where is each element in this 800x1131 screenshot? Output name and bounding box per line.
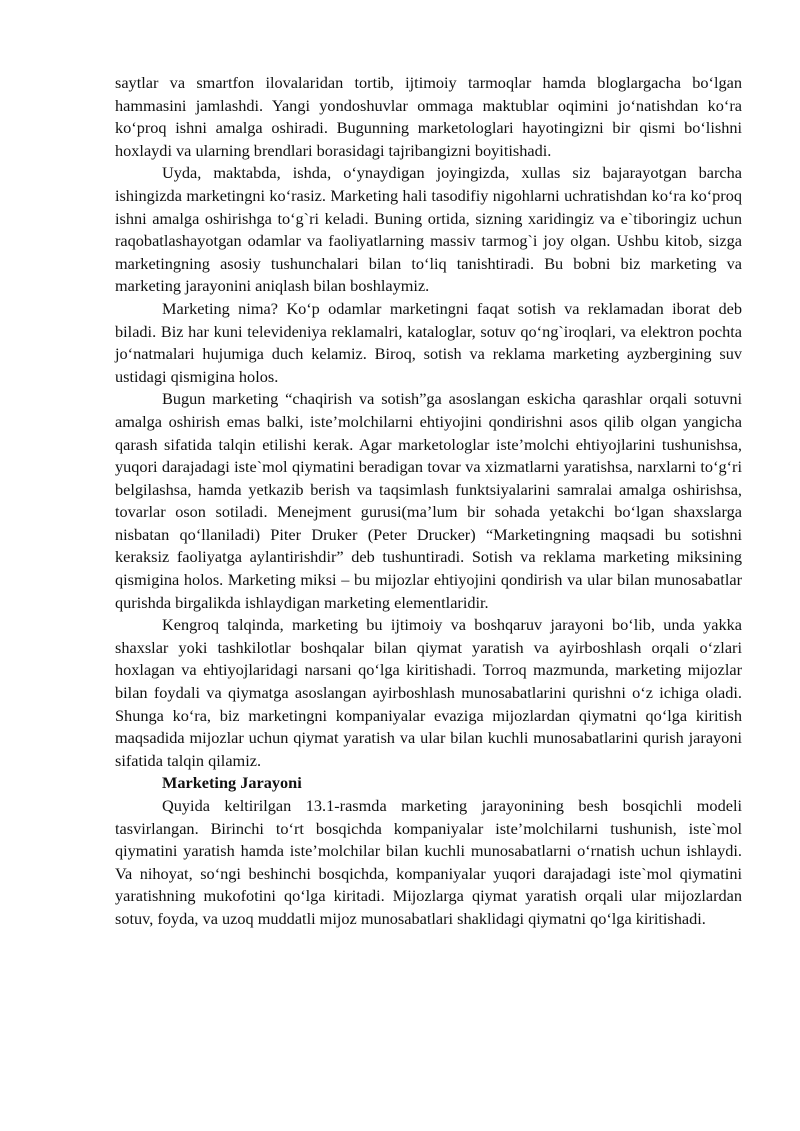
paragraph-what-is-marketing: Marketing nima? Ko‘p odamlar marketingni faqat sotish va reklamadan iborat deb biladi. Biz har kuni televideniya reklamalri, kataloglar, sotuv qo‘ng`iroqlari, va elektron pochta jo‘natmalari hujumiga duch kelamiz. Biroq, sotish va reklama marketing ayzbergining suv ustidagi qismigina holos.	[115, 298, 742, 386]
document-page	[115, 72, 742, 931]
paragraph-broad-definition: Kengroq talqinda, marketing bu ijtimoiy va boshqaruv jarayoni bo‘lib, unda yakka shaxslar yoki tashkilotlar boshqalar bilan qiymat yaratish va ayirboshlash orqali o‘zlari hoxlagan va ehtiyojlaridagi narsani qo‘lga kiritishadi. Torroq mazmunda, marketing mijozlar bilan foydali va qiymatga asoslangan ayirboshlash munosabatlarini qurishni o‘z ichiga oladi. Shunga ko‘ra, biz marketingni kompaniyalar evaziga mijozlardan qiymatni qo‘lga kiritish maqsadida mijozlar uchun qiymat yaratish va ular bilan kuchli munosabatlarini qurish jarayoni sifatida talqin qilamiz.	[115, 615, 742, 770]
paragraph-marketing-everywhere: Uyda, maktabda, ishda, o‘ynaydigan joyingizda, xullas siz bajarayotgan barcha ishingizda marketingni ko‘rasiz. Marketing hali tasodifiy nigohlarni uchratishdan ko‘ra ko‘proq ishni amalga oshirishga to‘g`ri keladi. Buning ortida, sizning xaridingiz va e`tiboringiz uchun raqobatlashayotgan odamlar va faoliyatlarning massiv tarmog`i joy olgan. Ushbu kitob, sizga marketingning asosiy tushunchalari bilan to‘liq tanishtiradi. Bu bobni biz marketing va marketing jarayonini aniqlash bilan boshlaymiz.	[115, 163, 742, 296]
section-heading: Marketing Jarayoni	[162, 773, 302, 793]
paragraph-intro-continuation: saytlar va smartfon ilovalaridan tortib, ijtimoiy tarmoqlar hamda bloglargacha bo‘lgan hammasini jamlashdi. Yangi yondoshuvlar ommaga maktublar oqimini jo‘natishdan ko‘ra ko‘proq ishni amalga oshiradi. Bugunning marketologlari hayotingizni bir qismi bo‘lishni hoxlaydi va ularning brendlari borasidagi tajribangizni boyitishadi.	[115, 73, 742, 160]
paragraph-marketing-today: Bugun marketing “chaqirish va sotish”ga asoslangan eskicha qarashlar orqali sotuvni amalga oshirish emas balki, iste’molchilarni ehtiyojini qondirishni asos qilib olgan yangicha qarash sifatida talqin etilishi kerak. Agar marketologlar iste’molchi ehtiyojlarini tushunishsa, yuqori darajadagi iste`mol qiymatini beradigan tovar va xizmatlarni yaratishsa, narxlarni to‘g‘ri belgilashsa, hamda yetkazib berish va taqsimlash funktsiyalarini samralai amalga oshirishsa, tovarlar oson sotiladi. Menejment gurusi(ma’lum bir sohada yetakchi bo‘lgan shaxslarga nisbatan qo‘llaniladi) Piter Druker (Peter Drucker) “Marketingning maqsadi bu sotishni keraksiz faoliyatga aylantirishdir” deb tushuntiradi. Sotish va reklama marketing miksining qismigina holos. Marketing miksi – bu mijozlar ehtiyojini qondirish va ular bilan munosabatlar qurishda birgalikda ishlaydigan marketing elementlaridir.	[115, 389, 742, 612]
paragraph-marketing-process: Quyida keltirilgan 13.1-rasmda marketing jarayonining besh bosqichli modeli tasvirlangan. Birinchi to‘rt bosqichda kompaniyalar iste’molchilarni tushunish, iste`mol qiymatini yaratish hamda iste’molchilar bilan kuchli munosabatlarni o‘rnatish uchun ishlaydi. Va nihoyat, so‘ngi beshinchi bosqichda, kompaniyalar yuqori darajadagi iste`mol qiymatini yaratishning mukofotini qo‘lga kiritadi. Mijozlarga qiymat yaratish orqali ular mijozlardan sotuv, foyda, va uzoq muddatli mijoz munosabatlari shaklidagi qiymatni qo‘lga kiritishadi.	[115, 796, 742, 928]
